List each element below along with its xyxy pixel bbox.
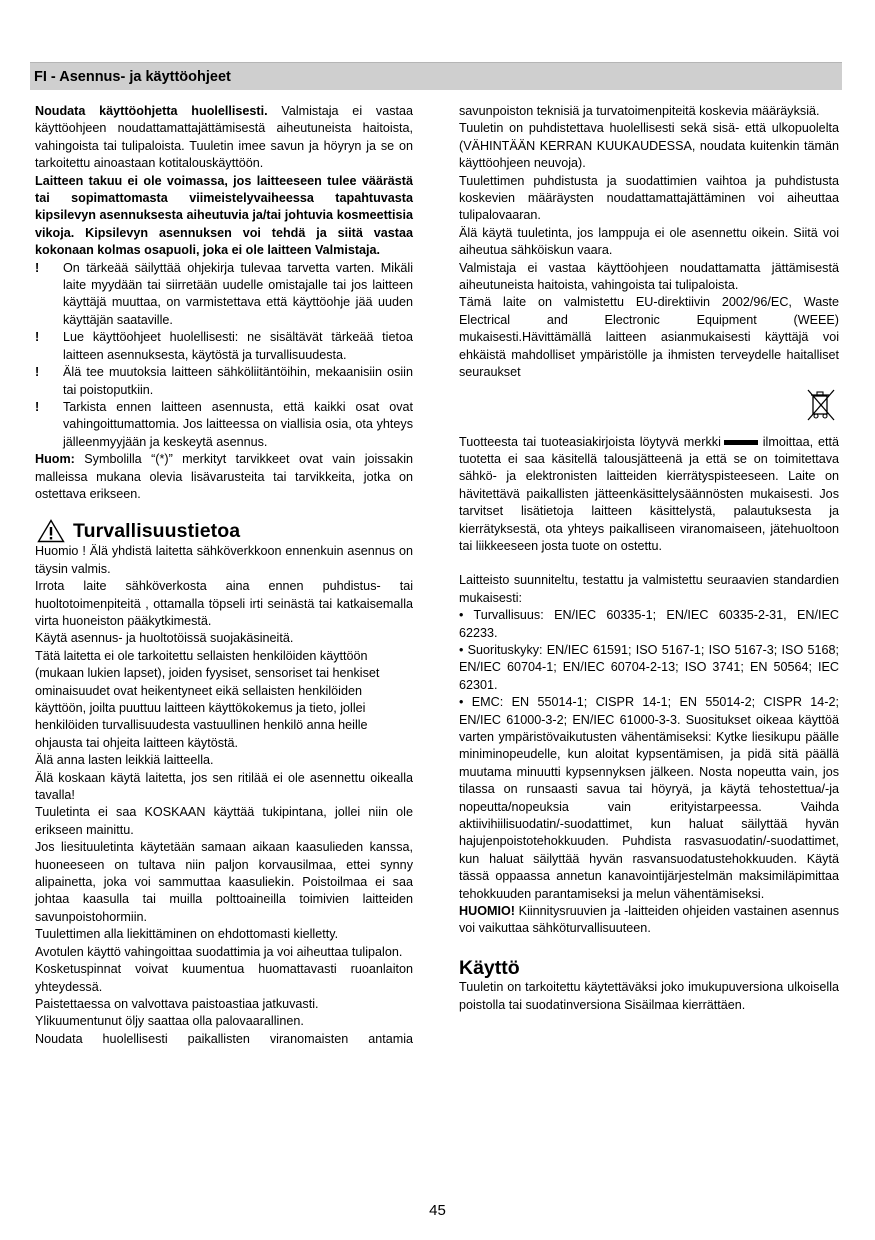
standards-item: • EMC: EN 55014-1; CISPR 14-1; EN 55014-2; CISPR 14-2; EN/IEC 61000-3-2; EN/IEC 61000-3-3. Suositukset oikeaa käyttöä varten ympäristövaikutusten vähentämiseksi: Kytke liesikupu päälle miniminopeudelle, kun aloitat kypsentämisen, ja pidä sitä päällä muutama minuutti kypsennyksen jälkeen. Nosta nopeutta vain, jos tilassa on runsaasti savua tai höyryä, ja käytä tehostettua/-ja nopeutta/nopeuksia vain erityistarpeessa. Vaihda aktiivihiilisuodatin/-suodattimet, kun haluat säilyttää hyvän hajujenpoistotehokkuuden. Puhdista rasvasuodatin/-suodattimet, kun haluat säilyttää hyvän rasvansuodatustehokkuuden. Käytä tässä oppaassa annetun kanavointijärjestelmän maksimiläpimittaa tehokkuuden parantamiseksi ja melun vähentämiseksi. — [459, 695, 839, 901]
safety-paragraph: Noudata huolellisesti paikallisten viranomaisten antamia — [35, 1031, 413, 1046]
crossed-bin-icon — [807, 388, 835, 422]
standards-item: • Turvallisuus: EN/IEC 60335-1; EN/IEC 60335-2-31, EN/IEC 62233. — [459, 608, 839, 640]
list-item — [35, 260, 413, 330]
exclamation-icon: ! — [35, 399, 40, 414]
page-title: FI - Asennus- ja käyttöohjeet — [34, 68, 231, 85]
body-paragraph: Valmistaja ei vastaa käyttöohjeen noudattamatta jättämisestä aiheutuneista haitoista, vahingoista tai tulipaloista. — [459, 260, 839, 293]
usage-paragraph: Tuuletin on tarkoitettu käytettäväksi joko imukupuversiona ulkoisella poistolla tai suodatinversiona Sisäilmaa kierrättäen. — [459, 980, 839, 1012]
body-paragraph: Älä käytä tuuletinta, jos lamppuja ei ole asennettu oikein. Siitä voi aiheutua sähköiskun vaara. — [459, 225, 839, 258]
exclamation-icon: ! — [35, 330, 40, 345]
safety-paragraph: Avotulen käyttö vahingoittaa suodattimia ja voi aiheuttaa tulipalon. — [35, 944, 403, 959]
safety-paragraph: Käytä asennus- ja huoltotöissä suojakäsineitä. — [35, 631, 294, 646]
list-item — [35, 399, 413, 451]
weee-mark-lead: Tuotteesta tai tuoteasiakirjoista löytyvä merkki — [459, 434, 721, 449]
intro-bold: Noudata käyttöohjetta huolellisesti. — [35, 104, 268, 118]
list-item — [35, 329, 413, 364]
list-item-text: Älä tee muutoksia laitteen sähköliitäntöihin, mekaanisiin osiin tai poistoputkiin. — [63, 365, 413, 397]
safety-heading — [35, 519, 413, 543]
right-column — [459, 103, 839, 1014]
body-paragraph: Tuuletin on puhdistettava huolellisesti sekä sisä- että ulkopuolelta (VÄHINTÄÄN KERRAN KUUKAUDESSA, noudata kuitenkin tämän käyttöohjeen neuvoja). — [459, 121, 839, 171]
standards-intro: Laitteisto suunniteltu, testattu ja valmistettu seuraavien standardien mukaisesti: — [459, 573, 839, 605]
exclamation-icon: ! — [35, 260, 40, 275]
safety-paragraph: Jos liesituuletinta käytetään samaan aikaan kaasulieden kanssa, huoneeseen on tultava niin paljon korvausilmaa, ettei synny alipainetta, joka voi sammuttaa kaasuliekin. Poistoilmaa ei saa johtaa kaasulla tai muilla polttoaineilla toimivien laitteiden savunpoistohormiin. — [35, 840, 413, 924]
weee-paragraph: Tämä laite on valmistettu EU-direktiivin 2002/96/EC, Waste Electrical and Electronic Equipment (WEEE) mukaisesti.Hävittämällä laitteen asianmukaisesti käyttäjä voi ehkäistä mahdolliset ympäristölle ja ihmisten terveydelle haitalliset seuraukset — [459, 295, 839, 380]
exclamation-icon: ! — [35, 365, 40, 380]
safety-paragraph: Älä koskaan käytä laitetta, jos sen ritilää ei ole asennettu oikealla tavalla! — [35, 770, 413, 803]
standards-item: • Suorituskyky: EN/IEC 61591; ISO 5167-1; ISO 5167-3; ISO 5168; EN/IEC 60704-1; EN/IEC 60704-2-13; ISO 3741; EN 50564; IEC 62301. — [459, 642, 839, 692]
safety-title: Turvallisuustietoa — [73, 519, 241, 542]
weee-mark-text: ilmoittaa, että tuotetta ei saa käsitellä talousjätteenä ja että se on toimitettava sähkö- ja elektronisten laitteiden kierrätyspisteeseen. Laite on hävitettävä paikallisten jätteenkäsittelysäännösten mukaisesti. Jos tarvitset lisätietoja laitteen käsittelystä, palautuksesta ja kierrätyksestä, ota yhteys paikalliseen viranomaiseen, jätehuoltoon tai liikkeeseen josta tuote on ostettu. — [459, 434, 840, 553]
huomio-label: HUOMIO! — [459, 904, 515, 919]
note-paragraph — [35, 451, 413, 503]
intro-paragraph — [35, 103, 413, 173]
huomio-paragraph — [459, 903, 839, 938]
weee-mark-paragraph — [459, 434, 839, 556]
list-item — [35, 364, 413, 399]
intro-text: Valmistaja ei vastaa käyttöohjeen noudattamattajättämisestä aiheutuneista haitoista, vahingoista tai tulipaloista. Tuuletin imee savun ja höyryn ja se on tarkoitettu ainoastaan kotitalouskäyttöön. — [35, 104, 413, 171]
note-text: Symbolilla “(*)” merkityt tarvikkeet ovat vain joissakin malleissa mukana olevia lisävarusteita tai tarvikkeita, jotka on ostettava erikseen. — [35, 452, 413, 501]
black-bar-icon — [724, 440, 758, 445]
note-label: Huom: — [35, 452, 75, 467]
usage-title: Käyttö — [459, 956, 520, 979]
huomio-text: Kiinnitysruuvien ja -laitteiden ohjeiden vastainen asennus voi vaikuttaa sähköturvallisuuteen. — [459, 904, 839, 936]
warranty-paragraph: Laitteen takuu ei ole voimassa, jos laitteeseen tulee väärästä tai sopimattomasta viimeistelyvaiheessa tapahtuvasta kipsilevyn asennuksesta aiheutuvia ja/tai johtuvia kosmeettisia vikoja. Kipsilevyn asennuksen voi tehdä ja siitä vastaa kokonaan kolmas osapuoli, joka ei ole laitteen Valmistaja. — [35, 173, 413, 258]
safety-paragraph: Kosketuspinnat voivat kuumentua huomattavasti ruoanlaiton yhteydessä. — [35, 962, 413, 994]
spacer — [459, 555, 839, 572]
safety-paragraph: Paistettaessa on valvottava paistoastiaa jatkuvasti. — [35, 996, 319, 1011]
weee-symbol-row — [459, 382, 839, 434]
safety-paragraph: Älä anna lasten leikkiä laitteella. — [35, 753, 214, 768]
list-item-text: Tarkista ennen laitteen asennusta, että kaikki osat ovat vahingoittumattomia. Jos laitteessa on viallisia osia, ota yhteys jälleenmyyjään ja keskeytä asennus. — [63, 399, 413, 449]
section-header-bar — [30, 62, 842, 90]
page-number: 45 — [429, 1202, 446, 1219]
safety-paragraph: Tuulettimen alla liekittäminen on ehdottomasti kielletty. — [35, 927, 339, 942]
body-paragraph: savunpoiston teknisiä ja turvatoimenpiteitä koskevia määräyksiä. — [459, 104, 820, 118]
warning-triangle-icon — [37, 519, 65, 543]
safety-paragraph: Irrota laite sähköverkosta aina ennen puhdistus- tai huoltotoimenpiteitä , ottamalla töpseli irti seinästä tai katkaisemalla virta huoneiston pääkytkimestä. — [35, 579, 413, 628]
safety-paragraph: Ylikuumentunut öljy saattaa olla palovaarallinen. — [35, 1014, 304, 1029]
list-item-text: On tärkeää säilyttää ohjekirja tulevaa tarvetta varten. Mikäli laite myydään tai siirretään uudelle omistajalle tai jos laitteen käyttäjä muuttaa, on varmistettava että käyttöohje jää uuden käyttäjän saataville. — [63, 260, 413, 327]
safety-paragraph: Tätä laitetta ei ole tarkoitettu sellaisten henkilöiden käyttöön (mukaan lukien lapset), joiden fyysiset, sensoriset tai henkiset ominaisuudet ovat heikentyneet eikä sellaisten henkilöiden käyttöön, joilta puuttuu laitteen käyttökokemus ja tieto, jollei henkilöiden turvallisuudesta vastuullinen henkilö anna heille ohjausta tai ohjeita laitteen käytöstä. — [35, 648, 380, 750]
body-paragraph: Tuulettimen puhdistusta ja suodattimien vaihtoa ja puhdistusta koskevien määräysten noudattamattajättäminen voi aiheuttaa tulipalovaaran. — [459, 173, 839, 223]
left-column — [35, 103, 413, 1048]
safety-paragraph: Tuuletinta ei saa KOSKAAN käyttää tukipintana, jollei niin ole erikseen mainittu. — [35, 805, 413, 837]
list-item-text: Lue käyttöohjeet huolellisesti: ne sisältävät tärkeää tietoa laitteen asennuksesta, käytöstä ja turvallisuudesta. — [63, 330, 413, 362]
safety-paragraph: Huomio ! Älä yhdistä laitetta sähköverkkoon ennenkuin asennus on täysin valmis. — [35, 544, 413, 576]
